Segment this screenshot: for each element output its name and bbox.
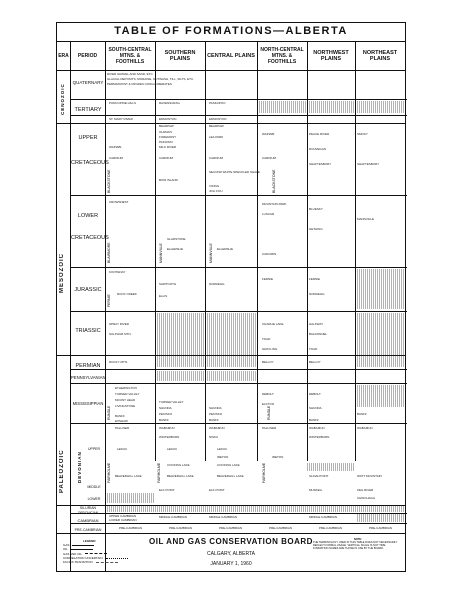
formation-label: CARDIUM: [209, 156, 223, 160]
note-line: FORMATION NAMES ARE THOSE IN USE BY THE BOARD.: [313, 547, 384, 550]
formation-label: WABAMUN: [357, 426, 373, 430]
header-region-south-central: SOUTH-CENTRAL MTNS. & FOOTHILLS: [108, 47, 152, 65]
period-quaternary: QUATERNARY: [72, 80, 104, 85]
header-region-northeast-plains: NORTHEAST PLAINS: [362, 50, 398, 62]
formation-label: BEAVERHILL LAKE: [115, 474, 142, 478]
era-cenozoic: CENOZOIC: [60, 83, 65, 115]
notes: [313, 538, 403, 550]
formation-label: BANFF: [159, 418, 169, 422]
formation-label: FOREMOST: [159, 135, 176, 139]
formation-label: ROCK CREEK: [117, 292, 137, 296]
formation-label: SULPHUR MTN.: [109, 332, 132, 336]
formation-label: LOWER CAMBRIAN: [109, 518, 137, 522]
period-triassic: TRIASSIC: [75, 328, 101, 334]
formation-label: DEBOLT: [262, 392, 274, 396]
formation-label: LEDUC: [117, 447, 128, 451]
formation-label: CHARLIE LAKE: [262, 322, 284, 326]
formation-note: RIVER GRAVEL AND SAND, ETC.: [107, 72, 154, 76]
formation-label: WABAMUN: [209, 426, 225, 430]
formation-label: CARDIUM: [109, 156, 123, 160]
period-precambrian: PRE-CAMBRIAN: [74, 528, 102, 532]
formation-label: KEG RIVER: [357, 488, 374, 492]
period-upper: UPPER: [78, 135, 98, 141]
formation-label: SECOND WHITE SPECKLED SHALE: [209, 170, 260, 174]
formation-label: PRE-CAMBRIAN: [119, 526, 143, 530]
period-devonian: DEVONIAN: [77, 451, 82, 483]
formation-label: MIDDLE CAMBRIAN: [159, 515, 188, 519]
note-line: THE TERMINOLOGY USED IN THIS TABLE DOES NOT NECESSARILY: [313, 541, 398, 544]
formation-label: LEDUC: [217, 447, 228, 451]
formation-label: MANNVILLE: [159, 243, 163, 263]
col-divider: [105, 42, 106, 571]
formation-note: PERMAFROST & FROZEN CONGLOMERATES: [107, 82, 172, 86]
formation-label: MILK RIVER: [159, 145, 177, 149]
erosion-hatch: [307, 463, 355, 471]
board-date: JANUARY 1, 1960: [210, 561, 252, 567]
col-divider: [205, 42, 206, 461]
board-name: OIL AND GAS CONSERVATION BOARD: [149, 537, 313, 546]
formation-label: OLDMAN: [159, 130, 172, 134]
period-lower: LOWER: [77, 213, 99, 219]
table-frame: [56, 22, 406, 572]
formation-label: NORDEGG: [209, 282, 225, 286]
formation-label: WABAMUN: [309, 426, 325, 430]
formation-label: BEARPAW: [209, 124, 224, 128]
formation-label: SHAFTESBURY: [357, 162, 380, 166]
formation-label: MANNVILLE: [357, 217, 375, 221]
erosion-hatch: [357, 313, 405, 367]
formation-label: PEKISKO: [209, 412, 223, 416]
formation-label: IRETON: [217, 455, 229, 459]
formation-label: CARDIUM: [262, 156, 276, 160]
erosion-hatch: [105, 506, 405, 512]
formation-label: FERNIE: [309, 277, 321, 281]
header-region-southern-plains: SOUTHERN PLAINS: [164, 50, 196, 62]
formation-label: ELLERSLIE: [217, 247, 234, 251]
formation-label: PEACE RIVER: [309, 132, 330, 136]
formation-label: PRE-CAMBRIAN: [319, 526, 343, 530]
formation-label: SLAVE POINT: [309, 474, 329, 478]
formation-label: CADOMIN: [262, 252, 277, 256]
period-dev-upper: UPPER: [87, 447, 101, 451]
formation-label: LIVINGSTONE: [115, 404, 136, 408]
formation-label: TOAD: [309, 347, 318, 351]
formation-label: BLUESKY: [309, 207, 323, 211]
formation-label: SHAFTESBURY: [309, 162, 332, 166]
period-cambrian: CAMBRIAN: [77, 518, 99, 523]
header-period: PERIOD: [77, 53, 98, 59]
formation-label: ROCKY MTN.: [109, 360, 128, 364]
formation-label: IRETON: [272, 455, 284, 459]
formation-label: EDMONTON: [159, 117, 177, 121]
formation-label: WINTERBURN: [159, 435, 180, 439]
page-title: TABLE OF FORMATIONS—ALBERTA: [114, 25, 348, 37]
formation-label: RUNDLE: [107, 405, 111, 420]
formation-label: PAKOWKI: [159, 140, 173, 144]
formation-label: RUNDLE: [267, 405, 271, 420]
formation-label: PALLISER: [262, 426, 277, 430]
legend-heading: LEGEND: [83, 539, 96, 543]
formation-label: TOAD: [262, 337, 271, 341]
formation-label: MIDDLE CAMBRIAN: [209, 515, 238, 519]
formation-label: CARDIUM: [159, 156, 173, 160]
formation-label: SHUNDA: [159, 406, 172, 410]
formation-label: PASKAPOO: [209, 101, 226, 105]
period-boundary: [70, 311, 407, 312]
formation-label: BANFF: [209, 418, 219, 422]
period-dev-lower: LOWER: [87, 497, 101, 501]
formation-label: ELLERSLIE: [167, 247, 184, 251]
formation-label: NISKU: [209, 435, 219, 439]
formation-note: GLACIAL DEPOSITS: MORAINE, OUTWASH, TILL, SILTS, ETC.: [107, 77, 195, 81]
formation-label: MOUNTAIN PARK: [262, 202, 287, 206]
formation-label: ETHERINGTON: [115, 386, 137, 390]
legend: [63, 539, 128, 564]
period-boundary: [70, 523, 407, 524]
era-mesozoic: MESOZOIC: [59, 252, 65, 293]
formation-label: PRE-CAMBRIAN: [369, 526, 393, 530]
note-line: REFLECT FORMAL USAGE. VERTICAL SCALE IS NOT TIME.: [313, 544, 387, 547]
formation-label: BANFF: [115, 414, 125, 418]
formation-label: SAWTOOTH: [159, 282, 177, 286]
legend-item-facies: [63, 560, 128, 564]
formation-label: GRAYLING: [262, 347, 278, 351]
erosion-hatch: [357, 385, 405, 407]
erosion-hatch: [257, 101, 355, 113]
formation-label: EDMONTON: [209, 117, 227, 121]
formation-label: ELKTON: [262, 402, 274, 406]
formation-label: WAPIABI: [109, 145, 122, 149]
col-divider: [70, 42, 71, 571]
formation-label: MOUNT HEAD: [115, 398, 136, 402]
board-city: CALGARY, ALBERTA: [207, 551, 255, 557]
period-permian: PERMIAN: [75, 363, 101, 369]
formation-label: FERNIE: [262, 277, 274, 281]
period-tertiary: TERTIARY: [74, 107, 102, 113]
formation-label: DEBOLT: [309, 392, 321, 396]
formation-label: PRE-CAMBRIAN: [219, 526, 243, 530]
period-pennsylvanian: PENNSYLVANIAN: [71, 375, 106, 380]
period-ordovician: ORDOVICIAN: [77, 511, 99, 515]
formation-label: FERNIE: [107, 294, 111, 307]
formation-label: WABAMUN: [159, 426, 175, 430]
formation-label: LEDUC: [167, 447, 178, 451]
formation-label: WAPIABI: [262, 132, 275, 136]
formation-label: BLACKSTONE: [272, 169, 276, 193]
header-era: ERA: [58, 53, 69, 59]
notes-heading: NOTE:: [353, 538, 363, 541]
formation-label: BELLOY: [262, 360, 274, 364]
header-region-central-plains: CENTRAL PLAINS: [207, 53, 255, 59]
period-mississippian: MISSISSIPPIAN: [72, 401, 104, 406]
formation-label: ELK POINT: [159, 488, 175, 492]
formation-label: RAVENSCRAG: [159, 101, 180, 105]
col-divider: [155, 42, 156, 461]
formation-label: SPRAY RIVER: [109, 322, 129, 326]
formation-label: COOKING LAKE: [167, 463, 190, 467]
formation-label: FAIRHOLME: [157, 462, 161, 483]
formation-label: BLACKSTONE: [107, 169, 111, 193]
formation-label: FAIRHOLME: [262, 462, 266, 483]
erosion-hatch: [105, 493, 155, 503]
formation-label: SHUNDA: [309, 406, 322, 410]
period-boundary: [70, 195, 407, 196]
formation-label: BEAVERHILL LAKE: [167, 474, 194, 478]
period-boundary: [70, 369, 407, 370]
formation-label: SHUNDA: [209, 406, 222, 410]
erosion-hatch: [357, 101, 405, 113]
legend-label: GAS AND OIL: [63, 551, 83, 556]
formation-label: BLAIRMORE: [107, 242, 111, 263]
formation-label: NORDEGG: [309, 292, 325, 296]
formation-label: PORCUPINE HILLS: [109, 101, 137, 105]
formation-label: PALLISER: [115, 426, 130, 430]
era-paleozoic: PALEOZOIC: [59, 449, 65, 493]
formation-label: PRE-CAMBRIAN: [269, 526, 293, 530]
formation-label: BEAVERHILL LAKE: [217, 474, 244, 478]
formation-label: BANFF: [309, 418, 319, 422]
formation-label: HALFWAY: [309, 322, 324, 326]
era-boundary: [57, 123, 405, 124]
formation-label: GLADSTONE: [167, 237, 186, 241]
period-boundary: [70, 115, 407, 116]
erosion-hatch: [155, 371, 257, 381]
period-boundary: [70, 267, 407, 268]
formation-label: GETHING: [309, 227, 323, 231]
formation-label: DUNVEGAN: [309, 147, 327, 151]
title-divider: [57, 41, 405, 42]
formation-label: ELK POINT: [209, 488, 225, 492]
formation-label: BELLOY: [309, 360, 321, 364]
formation-label: LUSCAR: [262, 212, 275, 216]
formation-label: WINTERBURN: [309, 435, 330, 439]
col-divider: [355, 42, 356, 461]
formation-label: BANFF: [357, 412, 367, 416]
formation-label: ST. MARY RIVER: [109, 117, 133, 121]
formation-label: TURNER VALLEY: [115, 392, 140, 396]
formation-label: MANNVILLE: [209, 243, 213, 263]
legend-label: CORRELATION UNCERTAIN: [63, 555, 103, 560]
period-boundary: [70, 99, 407, 100]
legend-label: FACIES TRANSITION: [63, 560, 93, 565]
header-region-north-central: NORTH-CENTRAL MTNS. & FOOTHILLS: [260, 47, 304, 65]
period-cretaceous-upper: CRETACEOUS: [71, 160, 109, 166]
legend-label: OIL: [63, 547, 68, 552]
formation-label: JOLI FOU: [209, 189, 223, 193]
formation-label: BALDONNEL: [309, 332, 328, 336]
formation-label: CHINCHAGA: [357, 496, 376, 500]
formation-label: PEKISKO: [159, 412, 173, 416]
formation-label: CROWSNEST: [109, 200, 129, 204]
legend-label: GAS: [63, 543, 70, 548]
formation-label: BEARPAW: [159, 124, 174, 128]
formation-label: KOOTENAY: [109, 270, 126, 274]
formation-label: MUSKEG: [309, 488, 323, 492]
formation-label: WATT MOUNTAIN: [357, 474, 382, 478]
formation-label: ELLIS: [159, 294, 168, 298]
formation-label: PRE-CAMBRIAN: [169, 526, 193, 530]
period-boundary: [70, 383, 407, 384]
formation-label: MIDDLE CAMBRIAN: [309, 515, 338, 519]
header-region-northwest-plains: NORTHWEST PLAINS: [313, 50, 349, 62]
period-silurian: SILURIAN: [79, 506, 97, 510]
period-jurassic: JURASSIC: [74, 287, 102, 293]
formation-label: COOKING LAKE: [217, 463, 240, 467]
header-divider: [57, 70, 405, 71]
period-cretaceous-lower: CRETACEOUS: [71, 235, 109, 241]
table-bottom: [57, 533, 405, 534]
formation-label: VIKING: [209, 184, 220, 188]
formation-label: EXSHAW: [115, 419, 128, 423]
formation-label: TURNER VALLEY: [159, 400, 184, 404]
formation-label: SMOKY: [357, 132, 368, 136]
period-dev-middle: MIDDLE: [87, 485, 101, 489]
erosion-hatch: [357, 514, 405, 522]
erosion-hatch: [155, 313, 257, 367]
erosion-hatch: [357, 269, 405, 309]
formation-label: UPPER CAMBRIAN: [109, 514, 137, 518]
formation-label: BOW ISLAND: [159, 178, 178, 182]
formation-label: FAIRHOLME: [107, 462, 111, 483]
formation-label: LEA PARK: [209, 135, 224, 139]
